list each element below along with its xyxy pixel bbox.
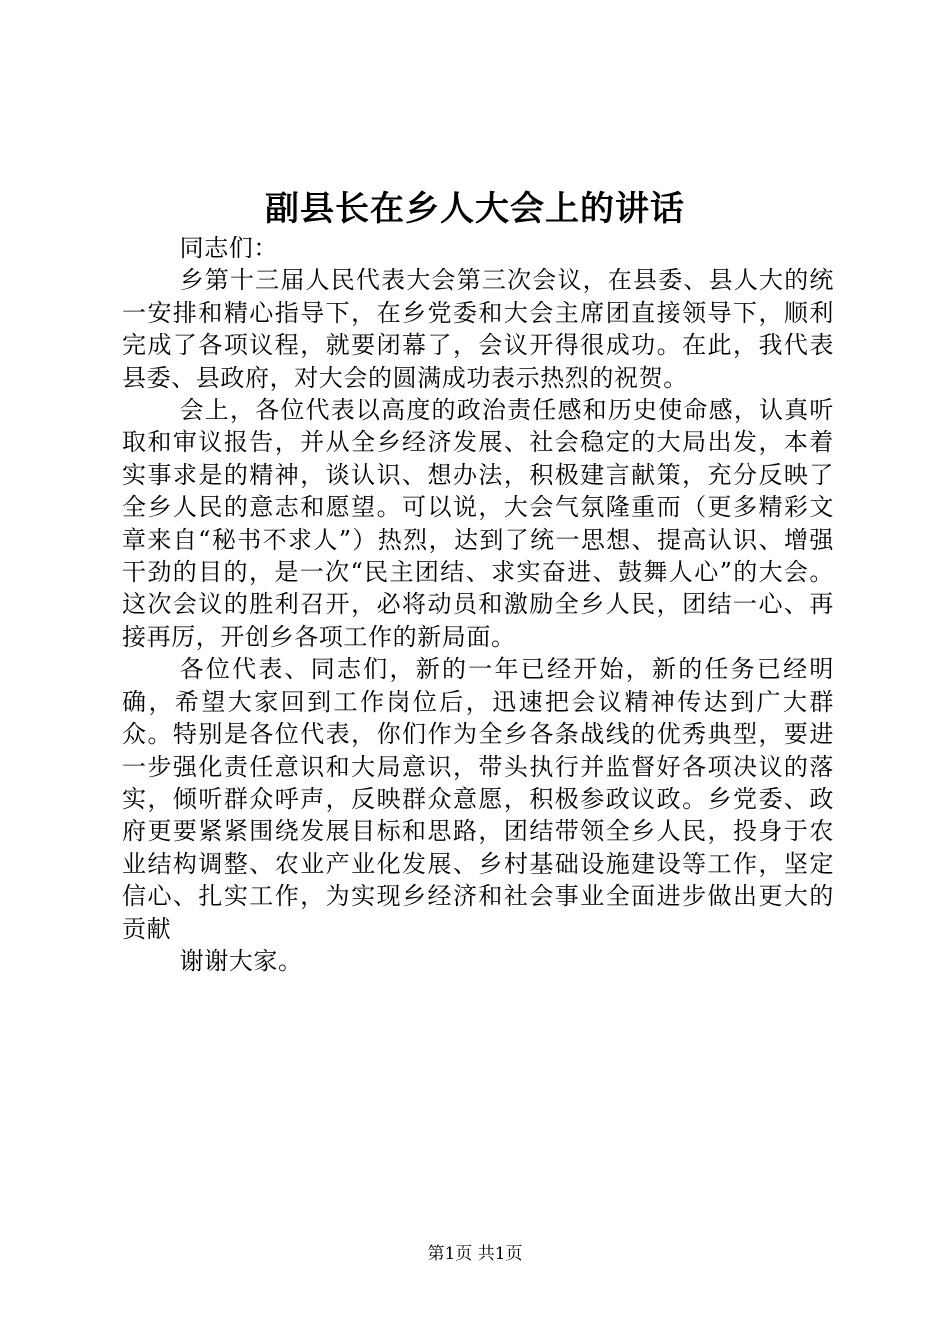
document-body bbox=[122, 232, 834, 977]
closing-paragraph: 谢谢大家。 bbox=[179, 946, 303, 975]
body-paragraph-2: 会上，各位代表以高度的政治责任感和历史使命感，认真听取和审议报告，并从全乡经济发展、社会稳定的大局出发，本着实事求是的精神，谈认识、想办法，积极建言献策，充分反映了全乡人民的意志和愿望。可以说，大会气氛隆重而（更多精彩文章来自“秘书不求人”）热烈，达到了统一思想、提高认识、增强干劲的目的，是一次“民主团结、求实奋进、鼓舞人心”的大会。这次会议的胜利召开，必将动员和激励全乡人民，团结一心、再接再厉，开创乡各项工作的新局面。 bbox=[122, 396, 834, 651]
page-number-footer: 第1页 共1页 bbox=[427, 1244, 523, 1264]
body-paragraph-3: 各位代表、同志们，新的一年已经开始，新的任务已经明确，希望大家回到工作岗位后，迅速把会议精神传达到广大群众。特别是各位代表，你们作为全乡各条战线的优秀典型，要进一步强化责任意识和大局意识，带头执行并监督好各项决议的落实，倾听群众呼声，反映群众意愿，积极参政议政。乡党委、政府更要紧紧围绕发展目标和思路，团结带领全乡人民，投身于农业结构调整、农业产业化发展、乡村基础设施建设等工作，坚定信心、扎实工作，为实现乡经济和社会事业全面进步做出更大的贡献 bbox=[122, 655, 834, 943]
salutation-paragraph: 同志们： bbox=[179, 234, 278, 262]
body-paragraph-1: 乡第十三届人民代表大会第三次会议，在县委、县人大的统一安排和精心指导下，在乡党委和大会主席团直接领导下，顺利完成了各项议程，就要闭幕了，会议开得很成功。在此，我代表县委、县政府，对大会的圆满成功表示热烈的祝贺。 bbox=[122, 266, 834, 392]
document-title: 副县长在乡人大会上的讲话 bbox=[265, 189, 685, 229]
